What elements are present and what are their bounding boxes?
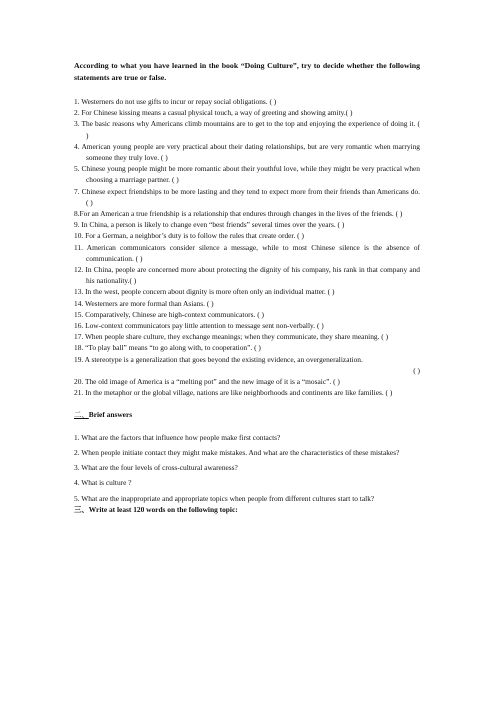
statement-17: 17. When people share culture, they exchange meanings; when they communicate, they share meaning. ( ) <box>74 332 389 342</box>
worksheet-page <box>74 60 420 515</box>
statement-15: 15. Comparatively, Chinese are high-context communicators. ( ) <box>74 309 264 319</box>
statement-1: 1. Westerners do not use gifts to incur or repay social obligations. ( ) <box>74 97 277 106</box>
statement-12: 12. In China, people are concerned more about protecting the dignity of his company, his rank in that company and his nationality.( ) <box>74 265 420 286</box>
question-4: 4. What is culture ? <box>74 478 132 488</box>
section-heading-brief-answers <box>74 409 420 420</box>
section-marker: 二、 <box>74 410 89 420</box>
question-2: 2. When people initiate contact they might make mistakes. And what are the characteristics of these mistakes? <box>74 447 400 457</box>
section-marker: 三、 <box>74 504 89 514</box>
question-3: 3. What are the four levels of cross-cultural awareness? <box>74 463 238 473</box>
question-5: 5. What are the inappropriate and appropriate topics when people from different cultures start to talk? <box>74 493 375 503</box>
statement-18: 18. “To play ball” means “to go along with, to cooperation”. ( ) <box>74 343 261 353</box>
statement-11: 11. American communicators consider silence a message, while to most Chinese silence is the absence of communication. ( ) <box>74 242 420 263</box>
statement-4: 4. American young people are very practical about their dating relationships, but are very romantic when marrying someone they truly love. ( ) <box>74 141 420 163</box>
statement-13: 13. In the west, people concern about dignity is more often only an individual matter. ( ) <box>74 287 335 297</box>
statement-5: 5. Chinese young people might be more romantic about their youthful love, while they might be very practical when choosing a marriage partner. ( ) <box>74 164 420 185</box>
section-title: Write at least 120 words on the following topic: <box>88 504 238 514</box>
statement-7: 7. Chinese expect friendships to be more lasting and they tend to expect more from their friends than Americans do. ( ) <box>74 186 420 207</box>
statement-14: 14. Westerners are more formal than Asians. ( ) <box>74 298 214 308</box>
statement-16: 16. Low-context communicators pay little attention to message sent non-verbally. ( ) <box>74 321 324 331</box>
section-heading-writing <box>74 504 420 515</box>
statement-2: 2. For Chinese kissing means a casual physical touch, a way of greeting and showing amity.( ) <box>74 108 353 118</box>
brief-answer-list <box>74 432 420 504</box>
statement-3: 3. The basic reasons why Americans climb mountains are to get to the top and enjoying the experience of doing it. ( ) <box>74 119 420 140</box>
statement-9: 9. In China, a person is likely to change even “best friends” several times over the years. ( ) <box>74 220 345 230</box>
statement-21: 21. In the metaphor or the global village, nations are like neighborhoods and continents are like families. ( ) <box>74 388 393 398</box>
statement-20: 20. The old image of America is a “melting pot” and the new image of it is a “mosaic”. ( ) <box>74 377 340 387</box>
statement-8: 8.For an American a true friendship is a relationship that endures through changes in the lives of the friends. ( ) <box>74 209 403 219</box>
true-false-list <box>74 96 420 398</box>
instructions: According to what you have learned in the book “Doing Culture”, try to decide whether the following statements are true or false. <box>74 61 420 82</box>
statement-19: 19. A stereotype is a generalization that goes beyond the existing evidence, an overgeneralization. <box>74 354 363 364</box>
section-title: Brief answers <box>88 410 133 420</box>
statement-10: 10. For a German, a neighbor’s duty is to follow the rules that create order. ( ) <box>74 231 304 241</box>
statement-19-answer-blank: ( ) <box>413 365 420 375</box>
question-1: 1. What are the factors that influence how people make first contacts? <box>74 432 281 442</box>
